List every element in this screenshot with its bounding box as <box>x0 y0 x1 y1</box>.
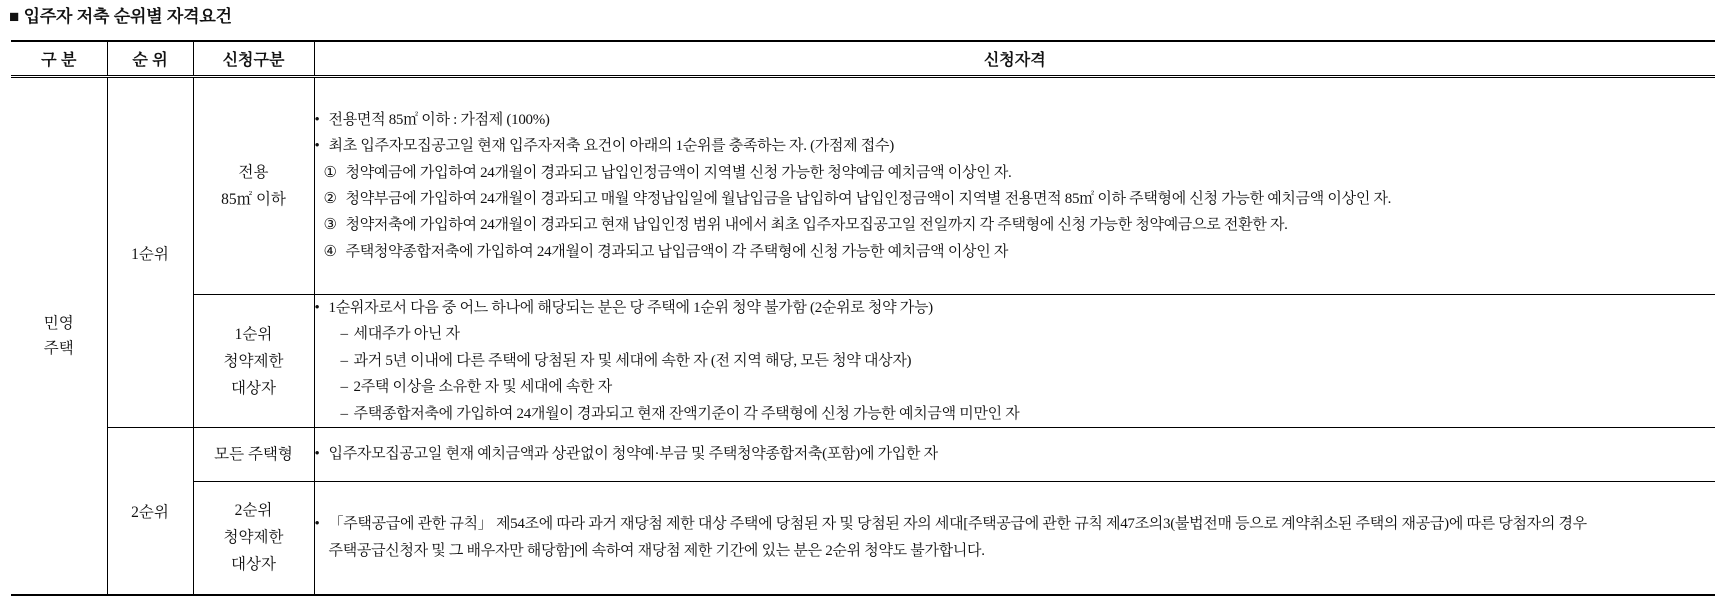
application-type-cell <box>193 77 314 295</box>
dash-marker: – <box>340 379 348 396</box>
qualification-text: 청약부금에 가입하여 24개월이 경과되고 매월 약정납입일에 월납입금을 납입하여 납입인정금액이 지역별 전용면적 85㎡ 이하 주택형에 신청 가능한 예치금액 이상인 자. <box>345 191 1392 207</box>
application-type-cell <box>193 295 314 428</box>
qualification-text: 전용면적 85㎡ 이하 : 가점제 (100%) <box>328 111 550 128</box>
qualification-line-continuation <box>315 538 1716 564</box>
table-header <box>11 41 1715 77</box>
header-qualification: 신청자격 <box>314 41 1715 77</box>
qualification-line <box>315 374 1716 400</box>
table-body <box>11 77 1715 595</box>
dash-marker: – <box>340 326 348 343</box>
qualification-text: 청약예금에 가입하여 24개월이 경과되고 납입인정금액이 지역별 신청 가능한 청약예금 예치금액 이상인 자. <box>345 164 1012 181</box>
qualification-cell <box>314 295 1715 428</box>
number-marker: ③ <box>323 217 337 234</box>
table-row <box>11 295 1715 428</box>
application-type-label: 85㎡ 이하 <box>221 191 286 208</box>
application-type-label: 1순위 <box>234 325 273 343</box>
number-marker: ① <box>323 164 337 181</box>
qualification-text: 최초 입주자모집공고일 현재 입주자저축 요건이 아래의 1순위를 충족하는 자. (가점제 접수) <box>328 138 894 155</box>
header-rank: 순 위 <box>107 41 193 77</box>
qualification-line <box>315 107 1716 133</box>
application-type-label: 청약제한 <box>223 352 284 370</box>
application-type-label: 대상자 <box>231 556 276 574</box>
category-cell <box>11 77 107 595</box>
bullet-marker: • <box>314 516 320 533</box>
qualification-line <box>315 160 1716 186</box>
table-row <box>11 482 1715 595</box>
qualification-text: 세대주가 아닌 자 <box>353 326 460 343</box>
number-marker: ④ <box>323 243 337 260</box>
application-type-cell <box>193 428 314 482</box>
application-type-label: 2순위 <box>234 502 273 520</box>
qualification-line <box>315 401 1716 427</box>
table-row <box>11 428 1715 482</box>
qualification-text: 주택종합저축에 가입하여 24개월이 경과되고 현재 잔액기준이 각 주택형에 신청 가능한 예치금액 미만인 자 <box>353 405 1020 422</box>
qualification-line <box>315 321 1716 347</box>
qualification-line <box>315 295 1716 321</box>
number-marker: ② <box>323 191 337 207</box>
dash-marker: – <box>340 405 348 422</box>
qualification-text: 입주자모집공고일 현재 예치금액과 상관없이 청약예·부금 및 주택청약종합저축(포함)에 가입한 자 <box>328 446 938 463</box>
qualification-cell <box>314 77 1715 295</box>
qualification-text: 주택청약종합저축에 가입하여 24개월이 경과되고 납입금액이 각 주택형에 신청 가능한 예치금액 이상인 자 <box>345 243 1009 260</box>
section-title: ■ 입주자 저축 순위별 자격요건 <box>9 7 232 26</box>
category-label: 주택 <box>43 339 74 357</box>
rank-first-cell: 1순위 <box>107 77 193 428</box>
qualification-line <box>315 511 1716 537</box>
qualification-text: 청약저축에 가입하여 24개월이 경과되고 현재 납입인정 범위 내에서 최초 입주자모집공고일 전일까지 각 주택형에 신청 가능한 청약예금으로 전환한 자. <box>345 217 1288 234</box>
qualification-line <box>315 186 1716 212</box>
application-type-label: 전용 <box>238 164 269 181</box>
bullet-marker: • <box>314 138 320 155</box>
category-label: 민영 <box>43 314 74 332</box>
qualification-cell <box>314 482 1715 595</box>
header-category: 구 분 <box>11 41 107 77</box>
qualification-line <box>315 441 1716 467</box>
application-type-cell <box>193 482 314 595</box>
qualification-text: 주택공급신청자 및 그 배우자만 해당함]에 속하여 재당첨 제한 기간에 있는 분은 2순위 청약도 불가합니다. <box>328 542 985 559</box>
bullet-marker: • <box>314 300 320 316</box>
table-row <box>11 77 1715 295</box>
qualification-cell <box>314 428 1715 482</box>
qualification-line <box>315 348 1716 374</box>
bullet-marker: • <box>314 111 320 128</box>
application-type-label: 모든 주택형 <box>214 446 293 464</box>
header-row <box>11 41 1715 77</box>
application-type-label: 대상자 <box>231 379 276 397</box>
qualification-line <box>315 239 1716 265</box>
qualification-line <box>315 212 1716 238</box>
qualification-text: 1순위자로서 다음 중 어느 하나에 해당되는 분은 당 주택에 1순위 청약 불가함 (2순위로 청약 가능) <box>328 300 933 316</box>
qualification-text: 과거 5년 이내에 다른 주택에 당첨된 자 및 세대에 속한 자 (전 지역 해당, 모든 청약 대상자) <box>353 352 912 369</box>
header-application-type: 신청구분 <box>193 41 314 77</box>
rank-second-cell: 2순위 <box>107 428 193 595</box>
requirements-table <box>11 40 1715 596</box>
application-type-label: 청약제한 <box>223 529 284 547</box>
qualification-text: 2주택 이상을 소유한 자 및 세대에 속한 자 <box>353 379 612 396</box>
dash-marker: – <box>340 352 348 369</box>
bullet-marker: • <box>314 446 320 463</box>
qualification-line <box>315 133 1716 159</box>
qualification-text: 「주택공급에 관한 규칙」 제54조에 따라 과거 재당첨 제한 대상 주택에 당첨된 자 및 당첨된 자의 세대[주택공급에 관한 규칙 제47조의3(불법전매 등으로 계약취소된 주택의 재공급)에 따른 당첨자의 경우 <box>328 516 1587 533</box>
